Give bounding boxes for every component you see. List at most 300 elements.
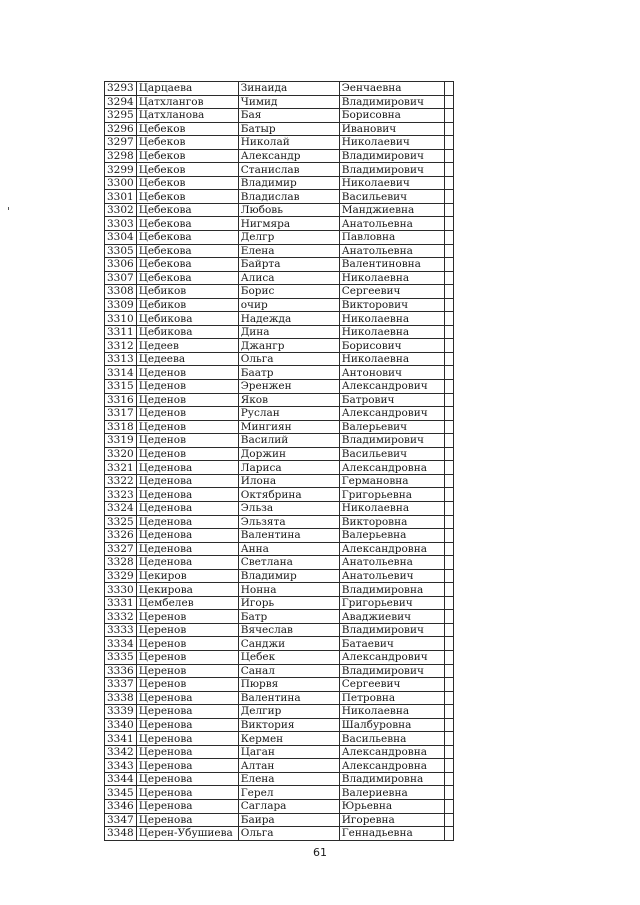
patronymic-cell: Анатольевна [339, 556, 444, 570]
record-number-cell: 3303 [105, 217, 137, 231]
table-row [105, 583, 454, 597]
patronymic-cell: Владимирович [339, 664, 444, 678]
spacer-cell [444, 515, 453, 529]
table-row [105, 95, 454, 109]
table-row [105, 745, 454, 759]
surname-cell: Цебеков [136, 190, 238, 204]
given-name-cell: Александр [238, 149, 339, 163]
surname-cell: Цеденов [136, 420, 238, 434]
spacer-cell [444, 596, 453, 610]
patronymic-cell: Николаевна [339, 705, 444, 719]
given-name-cell: Делгр [238, 231, 339, 245]
given-name-cell: Руслан [238, 407, 339, 421]
table-row [105, 109, 454, 123]
table-row [105, 542, 454, 556]
given-name-cell: Нигмяра [238, 217, 339, 231]
table-row [105, 664, 454, 678]
spacer-cell [444, 325, 453, 339]
surname-cell: Церенова [136, 799, 238, 813]
table-row [105, 799, 454, 813]
table-row [105, 786, 454, 800]
table-row [105, 461, 454, 475]
record-number-cell: 3328 [105, 556, 137, 570]
record-number-cell: 3320 [105, 447, 137, 461]
table-row [105, 474, 454, 488]
table-row [105, 393, 454, 407]
record-number-cell: 3306 [105, 258, 137, 272]
record-number-cell: 3318 [105, 420, 137, 434]
spacer-cell [444, 827, 453, 841]
surname-cell: Цеденов [136, 393, 238, 407]
table-row [105, 610, 454, 624]
given-name-cell: Герел [238, 786, 339, 800]
spacer-cell [444, 434, 453, 448]
spacer-cell [444, 556, 453, 570]
table-row [105, 772, 454, 786]
spacer-cell [444, 488, 453, 502]
spacer-cell [444, 691, 453, 705]
given-name-cell: Саглара [238, 799, 339, 813]
patronymic-cell: Петровна [339, 691, 444, 705]
patronymic-cell: Владимирович [339, 623, 444, 637]
given-name-cell: Любовь [238, 203, 339, 217]
record-number-cell: 3345 [105, 786, 137, 800]
given-name-cell: Санал [238, 664, 339, 678]
surname-cell: Цебикова [136, 325, 238, 339]
surname-cell: Церенова [136, 786, 238, 800]
given-name-cell: Бая [238, 109, 339, 123]
given-name-cell: Ольга [238, 827, 339, 841]
spacer-cell [444, 271, 453, 285]
table-row [105, 312, 454, 326]
patronymic-cell: Германовна [339, 474, 444, 488]
record-number-cell: 3311 [105, 325, 137, 339]
given-name-cell: Вячеслав [238, 623, 339, 637]
patronymic-cell: Сергеевич [339, 678, 444, 692]
patronymic-cell: Владимирович [339, 163, 444, 177]
table-row [105, 501, 454, 515]
patronymic-cell: Борисович [339, 339, 444, 353]
given-name-cell: Илона [238, 474, 339, 488]
spacer-cell [444, 407, 453, 421]
surname-cell: Царцаева [136, 82, 238, 96]
record-number-cell: 3340 [105, 718, 137, 732]
given-name-cell: Пюрвя [238, 678, 339, 692]
spacer-cell [444, 650, 453, 664]
record-number-cell: 3327 [105, 542, 137, 556]
surname-cell: Цембелев [136, 596, 238, 610]
table-row [105, 122, 454, 136]
patronymic-cell: Григорьевна [339, 488, 444, 502]
given-name-cell: Байрта [238, 258, 339, 272]
record-number-cell: 3335 [105, 650, 137, 664]
table-row [105, 529, 454, 543]
patronymic-cell: Антонович [339, 366, 444, 380]
patronymic-cell: Викторович [339, 298, 444, 312]
record-number-cell: 3300 [105, 176, 137, 190]
surname-cell: Церенова [136, 705, 238, 719]
record-number-cell: 3341 [105, 732, 137, 746]
spacer-cell [444, 637, 453, 651]
table-row [105, 705, 454, 719]
record-number-cell: 3305 [105, 244, 137, 258]
record-number-cell: 3294 [105, 95, 137, 109]
surname-cell: Цебеков [136, 122, 238, 136]
given-name-cell: Дина [238, 325, 339, 339]
spacer-cell [444, 529, 453, 543]
patronymic-cell: Шалбуровна [339, 718, 444, 732]
table-row [105, 325, 454, 339]
spacer-cell [444, 759, 453, 773]
record-number-cell: 3317 [105, 407, 137, 421]
table-row [105, 352, 454, 366]
surname-cell: Цебеков [136, 136, 238, 150]
surname-cell: Церенова [136, 718, 238, 732]
surname-cell: Церенова [136, 813, 238, 827]
patronymic-cell: Васильевич [339, 447, 444, 461]
table-row [105, 718, 454, 732]
spacer-cell [444, 231, 453, 245]
table-row [105, 407, 454, 421]
table-row [105, 678, 454, 692]
patronymic-cell: Павловна [339, 231, 444, 245]
record-number-cell: 3307 [105, 271, 137, 285]
patronymic-cell: Анатольевич [339, 569, 444, 583]
patronymic-cell: Батрович [339, 393, 444, 407]
surname-cell: Церенова [136, 691, 238, 705]
patronymic-cell: Николаевна [339, 501, 444, 515]
name-table-body [105, 82, 454, 841]
given-name-cell: Джангр [238, 339, 339, 353]
record-number-cell: 3348 [105, 827, 137, 841]
spacer-cell [444, 664, 453, 678]
given-name-cell: Валентина [238, 691, 339, 705]
spacer-cell [444, 82, 453, 96]
spacer-cell [444, 312, 453, 326]
spacer-cell [444, 109, 453, 123]
table-row [105, 271, 454, 285]
patronymic-cell: Владимировна [339, 583, 444, 597]
table-row [105, 149, 454, 163]
record-number-cell: 3332 [105, 610, 137, 624]
record-number-cell: 3299 [105, 163, 137, 177]
given-name-cell: Станислав [238, 163, 339, 177]
table-row [105, 190, 454, 204]
spacer-cell [444, 447, 453, 461]
spacer-cell [444, 420, 453, 434]
surname-cell: Цебекова [136, 203, 238, 217]
given-name-cell: Зинаида [238, 82, 339, 96]
given-name-cell: Игорь [238, 596, 339, 610]
given-name-cell: Цаган [238, 745, 339, 759]
table-row [105, 203, 454, 217]
record-number-cell: 3297 [105, 136, 137, 150]
spacer-cell [444, 569, 453, 583]
spacer-cell [444, 95, 453, 109]
spacer-cell [444, 244, 453, 258]
surname-cell: Цеденов [136, 447, 238, 461]
given-name-cell: Ольга [238, 352, 339, 366]
patronymic-cell: Владимирович [339, 149, 444, 163]
surname-cell: Цатхлангов [136, 95, 238, 109]
surname-cell: Цебекова [136, 244, 238, 258]
patronymic-cell: Валерьевич [339, 420, 444, 434]
spacer-cell [444, 366, 453, 380]
given-name-cell: Нонна [238, 583, 339, 597]
given-name-cell: Яков [238, 393, 339, 407]
record-number-cell: 3316 [105, 393, 137, 407]
given-name-cell: Батр [238, 610, 339, 624]
spacer-cell [444, 705, 453, 719]
patronymic-cell: Александровна [339, 542, 444, 556]
surname-cell: Цеденов [136, 380, 238, 394]
given-name-cell: Светлана [238, 556, 339, 570]
surname-cell: Цеденова [136, 461, 238, 475]
spacer-cell [444, 772, 453, 786]
spacer-cell [444, 203, 453, 217]
record-number-cell: 3347 [105, 813, 137, 827]
surname-cell: Цебекова [136, 231, 238, 245]
given-name-cell: Надежда [238, 312, 339, 326]
given-name-cell: Эренжен [238, 380, 339, 394]
record-number-cell: 3343 [105, 759, 137, 773]
table-row [105, 556, 454, 570]
given-name-cell: Валентина [238, 529, 339, 543]
patronymic-cell: Манджиевна [339, 203, 444, 217]
record-number-cell: 3298 [105, 149, 137, 163]
given-name-cell: Доржин [238, 447, 339, 461]
surname-cell: Цебеков [136, 176, 238, 190]
spacer-cell [444, 678, 453, 692]
table-row [105, 380, 454, 394]
record-number-cell: 3342 [105, 745, 137, 759]
patronymic-cell: Сергеевич [339, 285, 444, 299]
surname-cell: Цеденова [136, 515, 238, 529]
spacer-cell [444, 474, 453, 488]
patronymic-cell: Анатольевна [339, 217, 444, 231]
patronymic-cell: Николаевич [339, 176, 444, 190]
record-number-cell: 3296 [105, 122, 137, 136]
table-row [105, 434, 454, 448]
spacer-cell [444, 583, 453, 597]
spacer-cell [444, 285, 453, 299]
patronymic-cell: Васильевич [339, 190, 444, 204]
patronymic-cell: Николаевна [339, 271, 444, 285]
table-row [105, 231, 454, 245]
surname-cell: Церенов [136, 664, 238, 678]
patronymic-cell: Александровна [339, 461, 444, 475]
table-row [105, 813, 454, 827]
surname-cell: Церенов [136, 637, 238, 651]
given-name-cell: Василий [238, 434, 339, 448]
record-number-cell: 3301 [105, 190, 137, 204]
table-row [105, 488, 454, 502]
record-number-cell: 3309 [105, 298, 137, 312]
surname-cell: Цебеков [136, 149, 238, 163]
patronymic-cell: Валерьевна [339, 529, 444, 543]
surname-cell: Цебиков [136, 298, 238, 312]
table-row [105, 569, 454, 583]
surname-cell: Церенова [136, 745, 238, 759]
record-number-cell: 3293 [105, 82, 137, 96]
table-row [105, 298, 454, 312]
table-row [105, 691, 454, 705]
given-name-cell: очир [238, 298, 339, 312]
record-number-cell: 3324 [105, 501, 137, 515]
table-row [105, 136, 454, 150]
table-row [105, 759, 454, 773]
record-number-cell: 3319 [105, 434, 137, 448]
given-name-cell: Алиса [238, 271, 339, 285]
patronymic-cell: Николаевна [339, 352, 444, 366]
record-number-cell: 3339 [105, 705, 137, 719]
given-name-cell: Виктория [238, 718, 339, 732]
surname-cell: Цедеева [136, 352, 238, 366]
spacer-cell [444, 501, 453, 515]
given-name-cell: Алтан [238, 759, 339, 773]
surname-cell: Церенова [136, 759, 238, 773]
patronymic-cell: Иванович [339, 122, 444, 136]
spacer-cell [444, 258, 453, 272]
surname-cell: Цатхланова [136, 109, 238, 123]
record-number-cell: 3295 [105, 109, 137, 123]
surname-cell: Церенова [136, 772, 238, 786]
table-row [105, 420, 454, 434]
table-row [105, 827, 454, 841]
surname-cell: Церенов [136, 650, 238, 664]
patronymic-cell: Николаевна [339, 312, 444, 326]
table-row [105, 596, 454, 610]
table-row [105, 339, 454, 353]
patronymic-cell: Викторовна [339, 515, 444, 529]
patronymic-cell: Батаевич [339, 637, 444, 651]
table-row [105, 82, 454, 96]
patronymic-cell: Григорьевич [339, 596, 444, 610]
given-name-cell: Борис [238, 285, 339, 299]
spacer-cell [444, 149, 453, 163]
given-name-cell: Эльзята [238, 515, 339, 529]
patronymic-cell: Юрьевна [339, 799, 444, 813]
given-name-cell: Владимир [238, 176, 339, 190]
surname-cell: Цеденова [136, 529, 238, 543]
surname-cell: Цеденова [136, 488, 238, 502]
spacer-cell [444, 339, 453, 353]
surname-cell: Цеденова [136, 474, 238, 488]
spacer-cell [444, 732, 453, 746]
given-name-cell: Октябрина [238, 488, 339, 502]
surname-cell: Цедеев [136, 339, 238, 353]
surname-cell: Цебекова [136, 217, 238, 231]
name-table [104, 81, 454, 841]
surname-cell: Цекирова [136, 583, 238, 597]
spacer-cell [444, 786, 453, 800]
patronymic-cell: Аваджиевич [339, 610, 444, 624]
table-row [105, 447, 454, 461]
surname-cell: Цебекова [136, 271, 238, 285]
record-number-cell: 3338 [105, 691, 137, 705]
record-number-cell: 3315 [105, 380, 137, 394]
spacer-cell [444, 217, 453, 231]
surname-cell: Церенов [136, 678, 238, 692]
spacer-cell [444, 461, 453, 475]
surname-cell: Цеденов [136, 407, 238, 421]
record-number-cell: 3322 [105, 474, 137, 488]
record-number-cell: 3336 [105, 664, 137, 678]
record-number-cell: 3313 [105, 352, 137, 366]
surname-cell: Церенова [136, 732, 238, 746]
given-name-cell: Мингиян [238, 420, 339, 434]
given-name-cell: Кермен [238, 732, 339, 746]
scan-speck [8, 207, 9, 210]
record-number-cell: 3314 [105, 366, 137, 380]
page-number: 61 [313, 846, 327, 859]
table-row [105, 650, 454, 664]
table-row [105, 258, 454, 272]
table-row [105, 176, 454, 190]
spacer-cell [444, 190, 453, 204]
table-row [105, 217, 454, 231]
record-number-cell: 3302 [105, 203, 137, 217]
spacer-cell [444, 799, 453, 813]
surname-cell: Цеденов [136, 366, 238, 380]
surname-cell: Цебекова [136, 258, 238, 272]
spacer-cell [444, 298, 453, 312]
surname-cell: Цебеков [136, 163, 238, 177]
record-number-cell: 3337 [105, 678, 137, 692]
table-row [105, 623, 454, 637]
record-number-cell: 3329 [105, 569, 137, 583]
given-name-cell: Делгир [238, 705, 339, 719]
surname-cell: Цеденов [136, 434, 238, 448]
spacer-cell [444, 745, 453, 759]
patronymic-cell: Николаевна [339, 325, 444, 339]
surname-cell: Цекиров [136, 569, 238, 583]
patronymic-cell: Александровна [339, 759, 444, 773]
given-name-cell: Николай [238, 136, 339, 150]
surname-cell: Цебикова [136, 312, 238, 326]
record-number-cell: 3312 [105, 339, 137, 353]
record-number-cell: 3334 [105, 637, 137, 651]
spacer-cell [444, 122, 453, 136]
spacer-cell [444, 813, 453, 827]
record-number-cell: 3308 [105, 285, 137, 299]
patronymic-cell: Борисовна [339, 109, 444, 123]
patronymic-cell: Игоревна [339, 813, 444, 827]
record-number-cell: 3326 [105, 529, 137, 543]
table-row [105, 732, 454, 746]
spacer-cell [444, 610, 453, 624]
spacer-cell [444, 163, 453, 177]
spacer-cell [444, 542, 453, 556]
record-number-cell: 3331 [105, 596, 137, 610]
given-name-cell: Эльза [238, 501, 339, 515]
patronymic-cell: Александрович [339, 407, 444, 421]
given-name-cell: Владимир [238, 569, 339, 583]
patronymic-cell: Васильевна [339, 732, 444, 746]
patronymic-cell: Владимирович [339, 434, 444, 448]
given-name-cell: Батыр [238, 122, 339, 136]
record-number-cell: 3346 [105, 799, 137, 813]
table-row [105, 366, 454, 380]
spacer-cell [444, 623, 453, 637]
spacer-cell [444, 176, 453, 190]
patronymic-cell: Владимировна [339, 772, 444, 786]
table-row [105, 637, 454, 651]
record-number-cell: 3333 [105, 623, 137, 637]
patronymic-cell: Александрович [339, 380, 444, 394]
record-number-cell: 3330 [105, 583, 137, 597]
given-name-cell: Елена [238, 244, 339, 258]
